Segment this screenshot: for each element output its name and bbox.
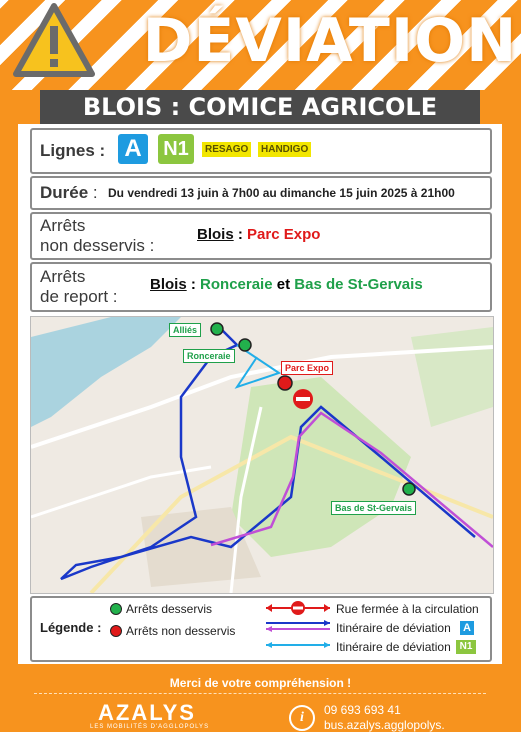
stop-marker-parc-expo xyxy=(278,376,292,390)
stop-ronceraie: Ronceraie xyxy=(200,276,273,293)
lignes-box xyxy=(30,128,492,174)
route-map xyxy=(30,316,494,594)
stop-marker-bas-st-gervais xyxy=(403,483,415,495)
road-closed-legend-icon xyxy=(264,600,332,616)
legend-green-dot-icon xyxy=(110,603,122,615)
map-label-bas-st-gervais: Bas de St-Gervais xyxy=(331,501,416,515)
legend-title: Légende : xyxy=(40,620,102,635)
page-title: DÉVIATION xyxy=(142,6,518,76)
deviation-n1-arrow-icon xyxy=(264,640,332,650)
line-n1-badge: N1 xyxy=(158,134,194,164)
page-subtitle: BLOIS : COMICE AGRICOLE xyxy=(40,90,480,124)
map-label-allies: Alliés xyxy=(169,323,201,337)
resago-badge: RESAGO xyxy=(202,142,251,157)
map-drawing xyxy=(31,317,493,593)
legend-badge-a: A xyxy=(460,621,474,635)
info-icon: i xyxy=(289,705,315,731)
report-value: Blois : Ronceraie et Bas de St-Gervais xyxy=(150,276,423,293)
non-desservis-box xyxy=(30,212,492,260)
non-desservis-label-2: non desservis : xyxy=(40,236,155,255)
map-label-ronceraie: Ronceraie xyxy=(183,349,235,363)
brand-tagline: LES MOBILITÉS D'AGGLOPOLYS xyxy=(90,724,210,730)
legend-box xyxy=(30,596,492,662)
handigo-badge: HANDIGO xyxy=(258,142,311,157)
map-label-parc-expo: Parc Expo xyxy=(281,361,333,375)
brand-logo: AZALYS xyxy=(98,700,196,725)
footer-merci: Merci de votre compréhension ! xyxy=(169,676,352,690)
stop-marker-allies xyxy=(211,323,223,335)
report-box xyxy=(30,262,492,312)
lignes-label: Lignes : xyxy=(40,141,106,160)
legend-desservis: Arrêts desservis xyxy=(126,602,213,616)
line-a-badge: A xyxy=(118,134,148,164)
non-desservis-value: Blois : Parc Expo xyxy=(197,226,321,243)
stop-parc-expo: Parc Expo xyxy=(247,226,321,243)
legend-rue-fermee: Rue fermée à la circulation xyxy=(336,602,479,616)
report-label-1: Arrêts xyxy=(40,267,86,286)
legend-badge-n1: N1 xyxy=(456,640,476,654)
content-panel xyxy=(18,124,502,664)
stop-marker-ronceraie xyxy=(239,339,251,351)
legend-red-dot-icon xyxy=(110,625,122,637)
footer-divider xyxy=(34,693,486,694)
legend-deviation-n1: Itinéraire de déviation xyxy=(336,640,451,654)
footer-website[interactable]: bus.azalys.agglopolys. xyxy=(324,718,445,732)
non-desservis-label-1: Arrêts xyxy=(40,216,86,235)
legend-non-desservis: Arrêts non desservis xyxy=(126,624,236,638)
footer-phone[interactable]: 09 693 693 41 xyxy=(324,703,401,717)
warning-triangle-icon xyxy=(12,2,96,78)
duree-value: Du vendredi 13 juin à 7h00 au dimanche 15 juin 2025 à 21h00 xyxy=(108,186,455,200)
duree-box xyxy=(30,176,492,210)
report-label-2: de report : xyxy=(40,287,118,306)
deviation-a-arrow-icon xyxy=(264,619,332,633)
legend-deviation-a: Itinéraire de déviation xyxy=(336,621,451,635)
duree-label: Durée : xyxy=(40,183,98,202)
stop-bas-st-gervais: Bas de St-Gervais xyxy=(294,276,423,293)
